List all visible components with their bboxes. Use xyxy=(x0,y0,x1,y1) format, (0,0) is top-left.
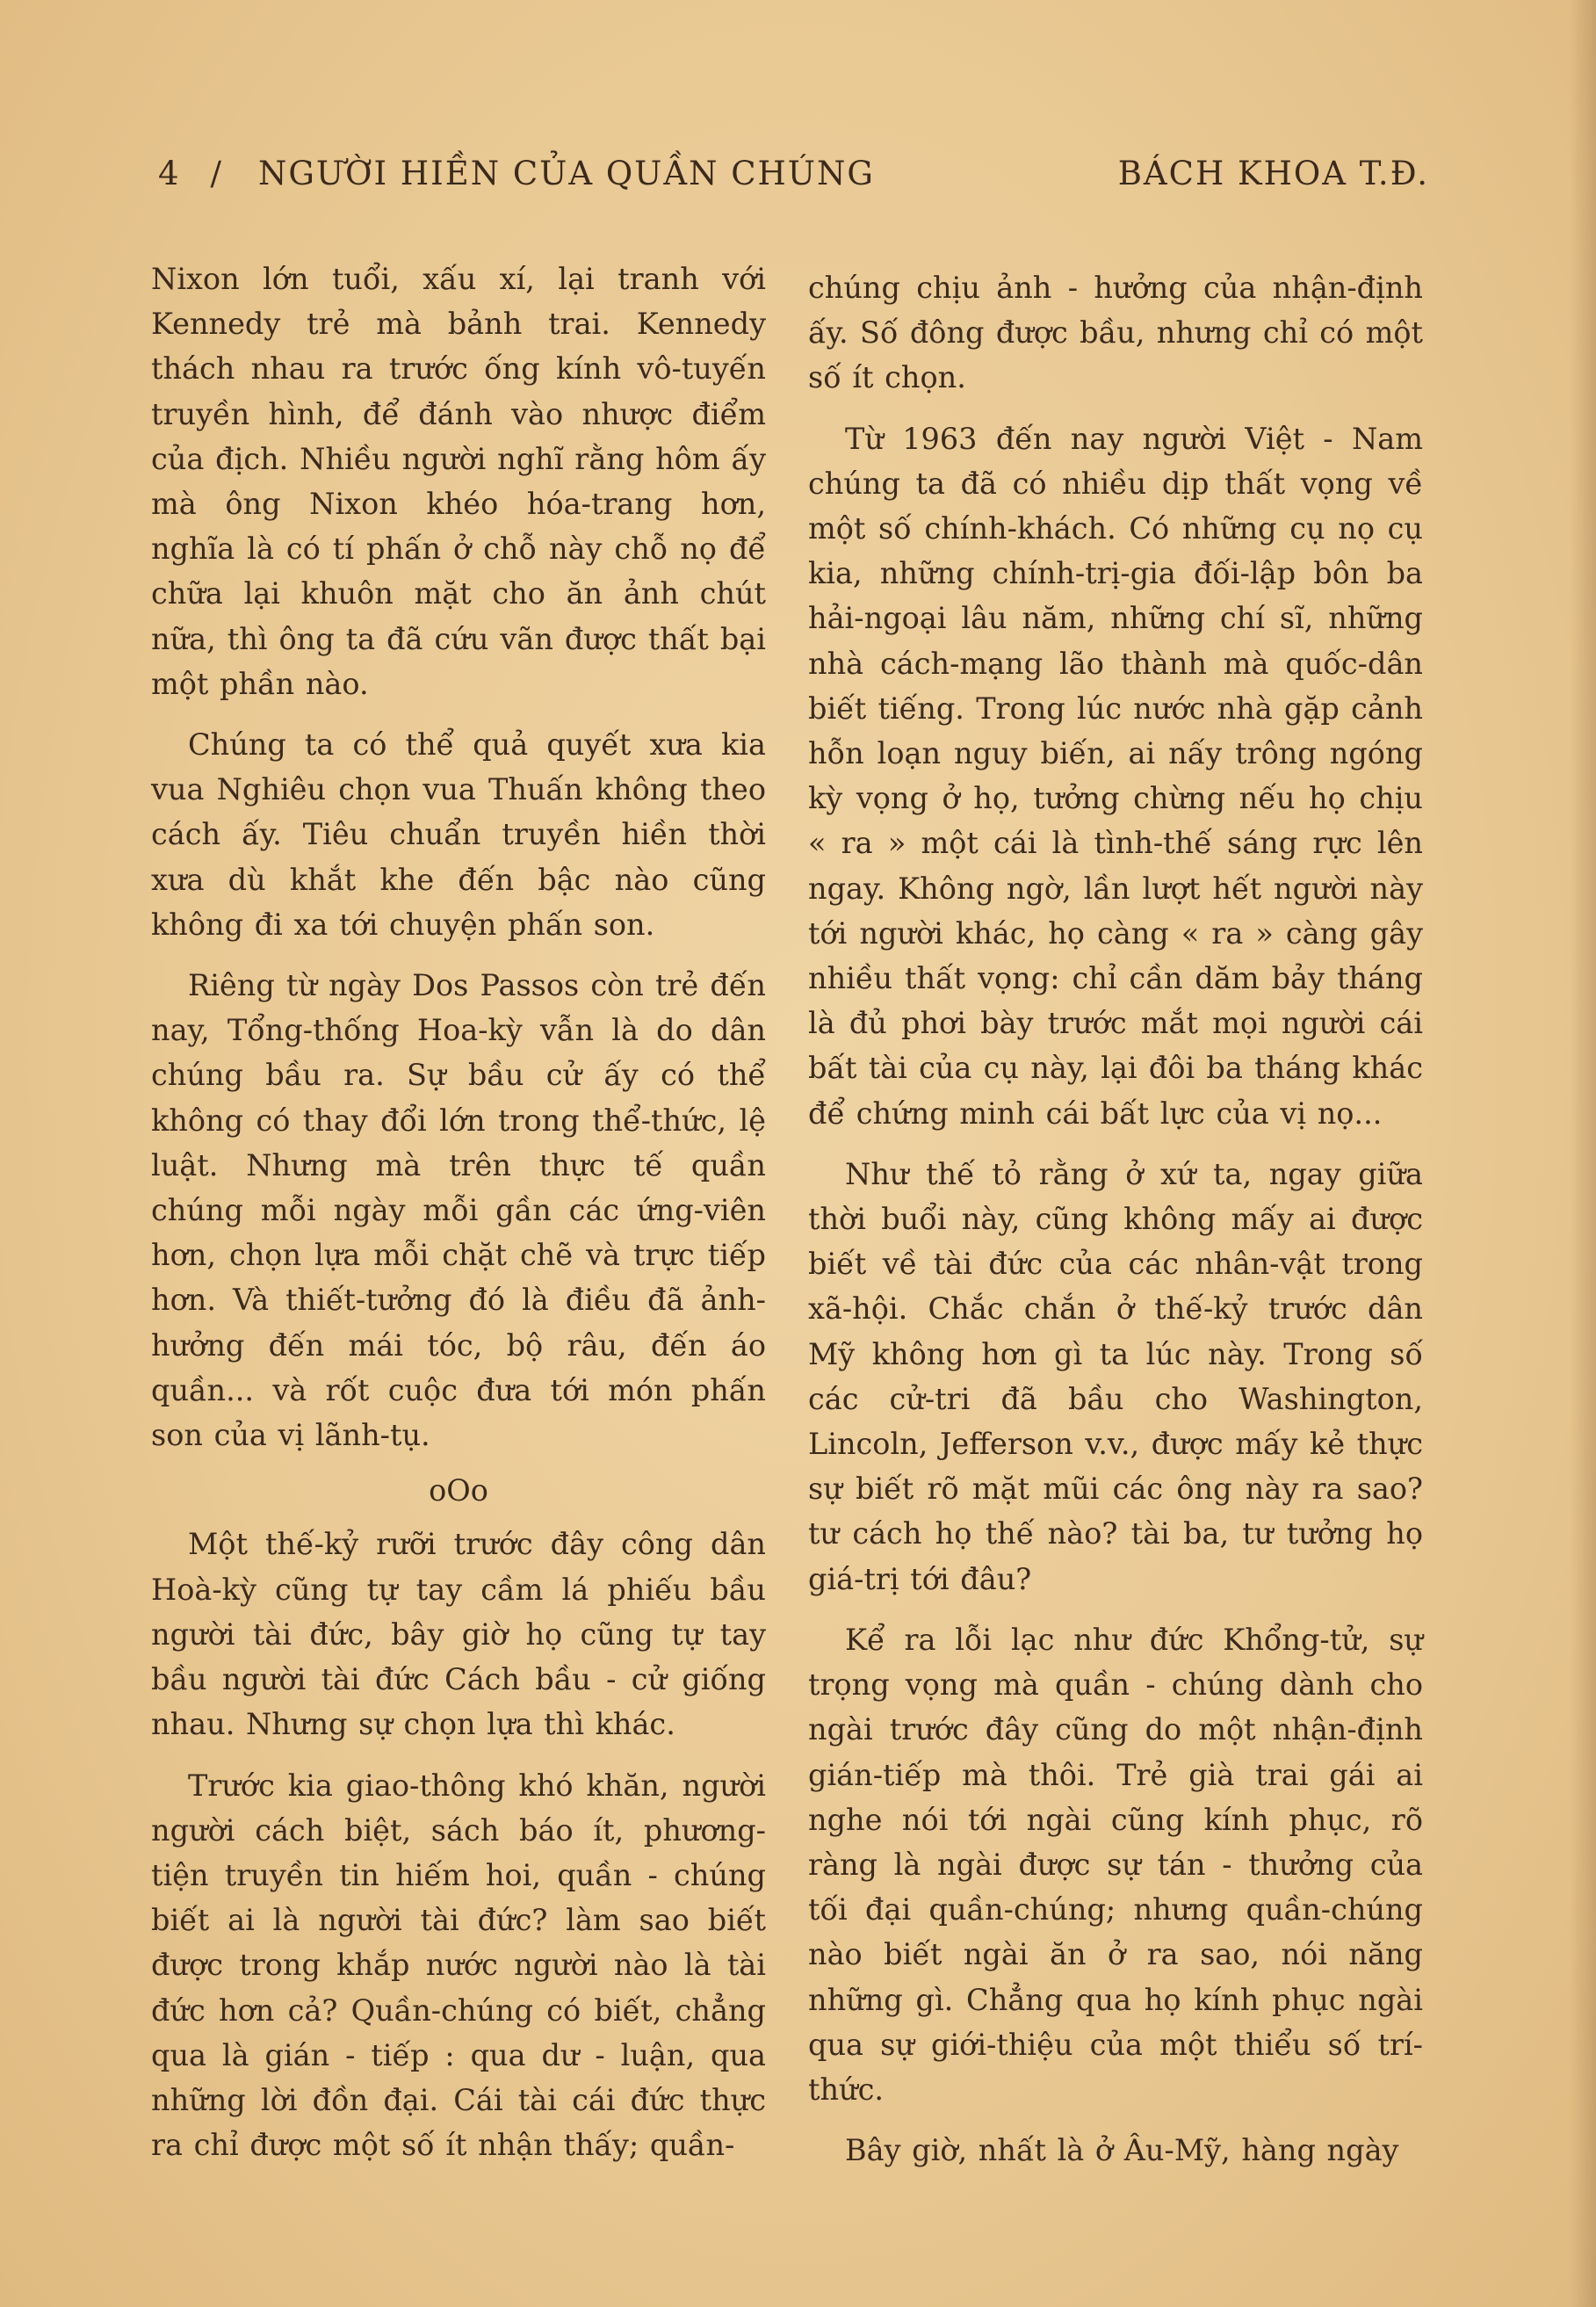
paragraph: chúng chịu ảnh - hưởng của nhận-định ấy. Số đông được bầu, nhưng chỉ có một số ít chọn. xyxy=(808,271,1423,395)
section-separator: oOo xyxy=(429,1473,488,1508)
paragraph: Bây giờ, nhất là ở Âu-Mỹ, hàng ngày xyxy=(845,2133,1399,2168)
section-title: NGƯỜI HIỀN CỦA QUẦN CHÚNG xyxy=(258,155,875,192)
page-header xyxy=(158,155,1429,199)
paragraph: Trước kia giao-thông khó khăn, người người cách biệt, sách báo ít, phương-tiện truyền tin hiếm hoi, quần - chúng biết ai là người tài đức? làm sao biết được trong khắp nước người nào là tài đức hơn cả? Quần-chúng có biết, chẳng qua là gián - tiếp : qua dư - luận, qua những lời đồn đại. Cái tài cái đức thực ra chỉ được một số ít nhận thấy; quần- xyxy=(151,1768,766,2163)
page-number: 4 xyxy=(158,155,181,192)
publication-name: BÁCH KHOA T.Đ. xyxy=(1117,155,1429,192)
right-column xyxy=(808,265,1423,2173)
left-column xyxy=(151,257,766,2167)
paragraph: Như thế tỏ rằng ở xứ ta, ngay giữa thời buổi này, cũng không mấy ai được biết về tài đức của các nhân-vật trong xã-hội. Chắc chắn ở thế-kỷ trước dân Mỹ không hơn gì ta lúc này. Trong số các cử-tri đã bầu cho Washington, Lincoln, Jefferson v.v., được mấy kẻ thực sự biết rõ mặt mũi các ông này ra sao? tư cách họ thế nào? tài ba, tư tưởng họ giá-trị tới đâu? xyxy=(808,1156,1423,1596)
header-separator: / xyxy=(210,155,224,192)
page-edge-shadow xyxy=(1570,0,1596,2307)
paragraph: Nixon lớn tuổi, xấu xí, lại tranh với Kennedy trẻ mà bảnh trai. Kennedy thách nhau ra trước ống kính vô-tuyến truyền hình, để đánh vào nhược điểm của địch. Nhiều người nghĩ rằng hôm ấy mà ông Nixon khéo hóa-trang hơn, nghĩa là có tí phấn ở chỗ này chỗ nọ để chữa lại khuôn mặt cho ăn ảnh chút nữa, thì ông ta đã cứu vãn được thất bại một phần nào. xyxy=(151,262,766,701)
paragraph: Chúng ta có thể quả quyết xưa kia vua Nghiêu chọn vua Thuấn không theo cách ấy. Tiêu chuẩn truyền hiền thời xưa dù khắt khe đến bậc nào cũng không đi xa tới chuyện phấn son. xyxy=(151,727,766,942)
paragraph: Riêng từ ngày Dos Passos còn trẻ đến nay, Tổng-thống Hoa-kỳ vẫn là do dân chúng bầu ra. Sự bầu cử ấy có thể không có thay đổi lớn trong thể-thức, lệ luật. Nhưng mà trên thực tế quần chúng mỗi ngày mỗi gần các ứng-viên hơn, chọn lựa mỗi chặt chẽ và trực tiếp hơn. Và thiết-tưởng đó là điều đã ảnh-hưởng đến mái tóc, bộ râu, đến áo quần... và rốt cuộc đưa tới món phấn son của vị lãnh-tụ. xyxy=(151,968,766,1453)
paragraph: Từ 1963 đến nay người Việt - Nam chúng ta đã có nhiều dịp thất vọng về một số chính-khách. Có những cụ nọ cụ kia, những chính-trị-gia đối-lập bôn ba hải-ngoại lâu năm, những chí sĩ, những nhà cách-mạng lão thành mà quốc-dân biết tiếng. Trong lúc nước nhà gặp cảnh hỗn loạn nguy biến, ai nấy trông ngóng kỳ vọng ở họ, tưởng chừng nếu họ chịu « ra » một cái là tình-thế sáng rực lên ngay. Không ngờ, lần lượt hết người này tới người khác, họ càng « ra » càng gây nhiều thất vọng: chỉ cần dăm bảy tháng là đủ phơi bày trước mắt mọi người cái bất tài của cụ này, lại đôi ba tháng khác để chứng minh cái bất lực của vị nọ... xyxy=(808,421,1423,1131)
paragraph: Một thế-kỷ rưỡi trước đây công dân Hoà-kỳ cũng tự tay cầm lá phiếu bầu người tài đức, bây giờ họ cũng tự tay bầu người tài đức Cách bầu - cử giống nhau. Nhưng sự chọn lựa thì khác. xyxy=(151,1527,766,1742)
paragraph: Kể ra lỗi lạc như đức Khổng-tử, sự trọng vọng mà quần - chúng dành cho ngài trước đây cũng do một nhận-định gián-tiếp mà thôi. Trẻ già trai gái ai nghe nói tới ngài cũng kính phục, rõ ràng là ngài được sự tán - thưởng của tối đại quần-chúng; nhưng quần-chúng nào biết ngài ăn ở ra sao, nói năng những gì. Chẳng qua họ kính phục ngài qua sự giới-thiệu của một thiểu số trí-thức. xyxy=(808,1622,1423,2107)
